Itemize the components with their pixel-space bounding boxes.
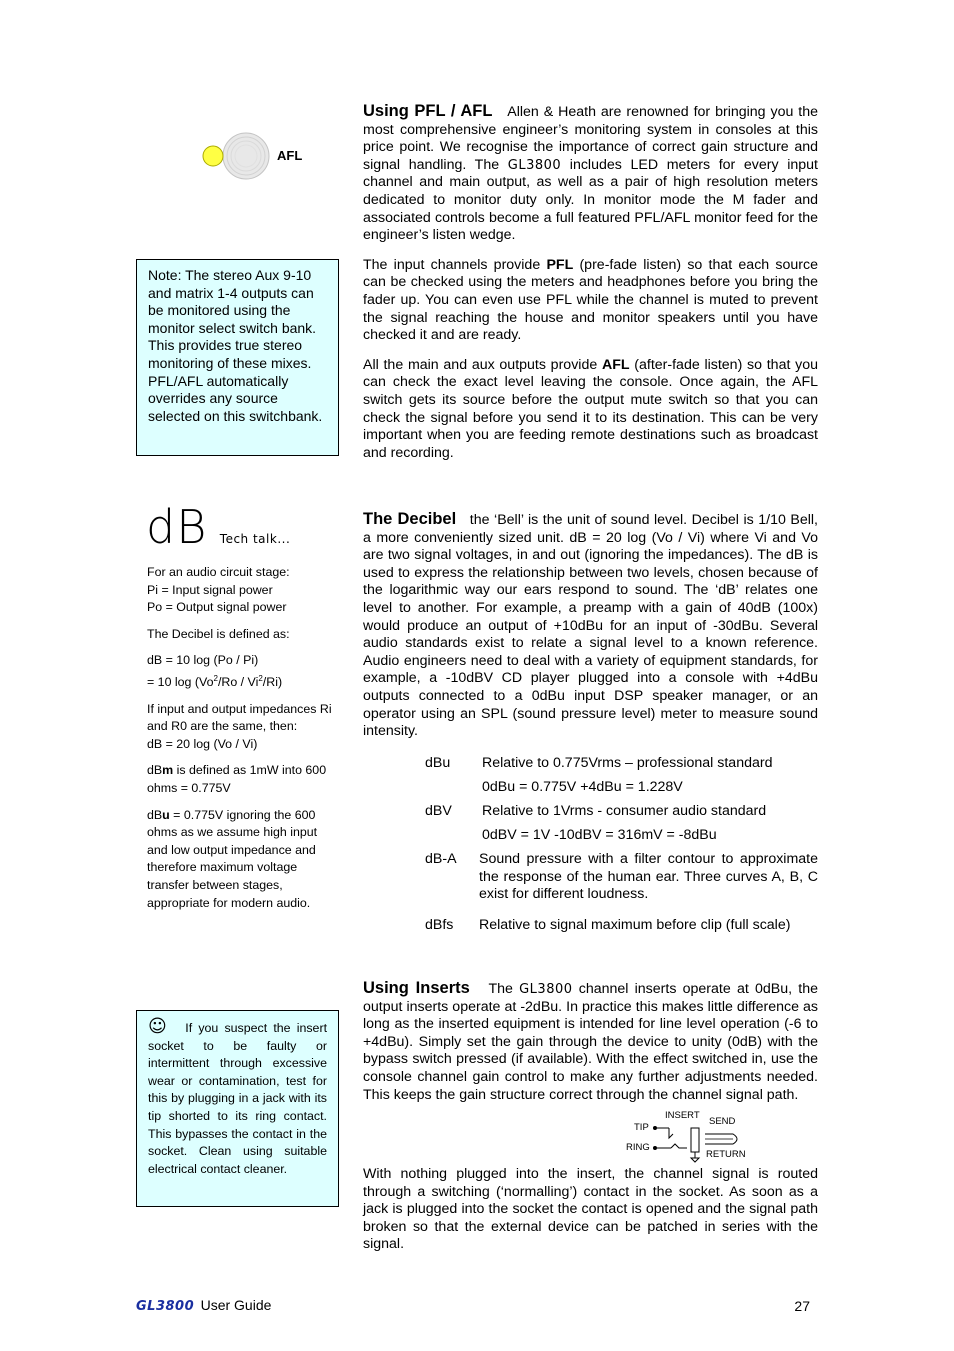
pfl-afl-section [363, 103, 818, 462]
afl-paragraph-a: All the main and aux outputs provide [363, 356, 602, 373]
diagram-label-ring: RING [626, 1142, 650, 1153]
afl-label: AFL [277, 148, 303, 163]
afl-switch-icon [200, 132, 280, 182]
table-row: 0dBu = 0.775V +4dBu = 1.228V [482, 779, 683, 795]
tech-talk-text [147, 564, 335, 912]
pfl-bold: PFL [546, 256, 574, 273]
note-aux-box [136, 259, 339, 456]
tech-line: For an audio circuit stage: [147, 565, 290, 579]
note-aux-text: Note: The stereo Aux 9-10 and matrix 1-4 outputs can be monitored using the monitor select switch bank. This provides true stereo monitoring of these mixes. PFL/AFL automatically overrides any source selected on this switchbank. [148, 267, 323, 424]
jack-socket-icon [625, 1110, 755, 1164]
tech-talk-label: Tech talk... [219, 532, 291, 546]
footer-logo: GL3800 [136, 1299, 195, 1314]
insert-jack-diagram [625, 1110, 755, 1164]
decibel-section [363, 511, 818, 741]
table-row: 0dBV = 1V -10dBV = 316mV = -8dBu [482, 827, 717, 843]
footer-guide-label: User Guide [200, 1297, 272, 1313]
afl-paragraph-b: (after-fade listen) so that you can check the exact level leaving the console. Once again, the AFL switch gets its source before the output mute switch so that you can check the signal before you send it to its destination. This can be very important when you are feeding remote destinations such as broadcast and recording. [363, 356, 819, 461]
diagram-label-send: SEND [709, 1116, 736, 1127]
decibel-paragraph: the ‘Bell’ is the unit of sound level. Decibel is 1/10 Bell, a more conveniently sized unit. dB = 20 log (Vo / Vi) where Vi and Vo are two signal voltages, in and out (ignoring the impedances). The dB is used to express the relationship between two levels, chosen because of the logarithmic way our ears respond to sound. The ‘dB’ relates one level to another. For example, a preamp with a gain of 40dB (100x) would produce an output of +10dBu for an input of -30dBu. Several audio standards exist to relate a signal level to a known reference. Audio engineers need to deal with a variety of equipment standards, for example, a -10dBV CD player plugged into a console with +4dBu outputs connected to a 0dBu input DSP speaker manager, or an operator using an SPL (sound pressure level) meter to measure sound intensity. [363, 512, 818, 740]
diagram-label-return: RETURN [706, 1149, 746, 1160]
tech-line: If input and output impedances Ri and R0 are the same, then: [147, 701, 332, 734]
tech-line: Po = Output signal power [147, 600, 287, 615]
product-logo-inline: GL3800 [519, 982, 573, 997]
tech-dbu: dBu = 0.775V ignoring the 600 ohms as we assume high input and low output impedance and therefore maximum voltage transfer between stages, appropriate for modern audio. [147, 807, 318, 910]
table-row: dBfs Relative to signal maximum before clip (full scale) [425, 916, 791, 933]
note-insert-text: If you suspect the insert socket to be faulty or intermittent through excessive wear or contamination, test for this by plugging in a jack with its tip shorted to its ring contact. This bypasses the contact in the socket. Clean using suitable electrical contact cleaner. [148, 1021, 328, 1176]
db-units-table [425, 755, 818, 934]
product-logo-inline: GL3800 [507, 157, 562, 173]
pfl-paragraph-2b: (pre-fade listen) so that each source can be checked using the meters and headphones before you bring the fader up. You can even use PFL while the channel is muted to prevent the signal reaching the house and monitor speakers until you have checked it and are ready. [363, 256, 818, 344]
inserts-paragraph-1: channel inserts operate at 0dBu, the output inserts operate at -2dBu. In practice this makes little difference as long as the inserted equipment is intended for line level operation (-6 to +4dBu). Simply set the gain through the device to unity (0dB) with the bypass switch pressed (if available). With the effect switched in, use the console channel gain control to make any further adjustments needed. This keeps the gain structure correct through the channel signal path. [363, 981, 819, 1103]
tech-formula: dB = 10 log (Po / Pi) [147, 653, 259, 668]
diagram-label-tip: TIP [634, 1122, 649, 1133]
section-heading-inserts: Using Inserts [363, 979, 470, 997]
tech-dbm: dBm is defined as 1mW into 600 ohms = 0.775V [147, 763, 327, 796]
note-insert-box [136, 1010, 339, 1207]
table-row: dBV Relative to 1Vrms - consumer audio standard [425, 803, 767, 819]
tech-talk-title [146, 500, 290, 554]
tech-formula: dB = 20 log (Vo / Vi) [147, 736, 258, 751]
footer [136, 1297, 818, 1317]
section-heading-decibel: The Decibel [363, 510, 457, 528]
pfl-paragraph-2a: The input channels provide [363, 256, 547, 273]
diagram-label-insert: INSERT [665, 1110, 700, 1121]
tech-line: The Decibel is defined as: [147, 626, 290, 641]
pfl-paragraph-1-intro: Allen & Heath are renowned for bringing you the most comprehensive engineer’s monitoring system in consoles at this price point. We recognise the importance of correct gain structure and signal handling. The [363, 104, 819, 173]
tech-formula-2: = 10 log (Vo$^2$/Ro / Vi$^2$/Ri) [147, 673, 283, 690]
tech-line: Pi = Input signal power [147, 582, 273, 597]
inserts-paragraph-2-wrap [363, 1166, 818, 1254]
inserts-section [363, 980, 818, 1104]
table-row: dBu Relative to 0.775Vrms – professional standard [425, 755, 773, 771]
tech-talk-db-large: dB [146, 500, 208, 554]
smiley-icon: ☺ [148, 1016, 167, 1037]
table-row: dB-A Sound pressure with a filter contour to approximate the response of the human ear. Three curves A, B, C exist for different loudness. [425, 851, 818, 903]
page-number: 27 [794, 1298, 810, 1314]
afl-bold: AFL [601, 356, 630, 373]
afl-button-graphic [200, 132, 310, 182]
inserts-text-a: The [488, 981, 520, 997]
section-heading-pfl-afl: Using PFL / AFL [363, 102, 493, 120]
inserts-paragraph-2: With nothing plugged into the insert, the channel signal is routed through a switching (‘normalling’) contact in the socket. As soon as a jack is plugged into the socket the contact is opened and the signal path broken so that the external device can be patched in series with the signal. [363, 1166, 818, 1253]
pfl-paragraph-1-rest: includes LED meters for every input channel and main output, as well as a pair of high resolution meters dedicated to monitor duty only. In monitor mode the M fader and associated controls become a full featured PFL/AFL monitor feed for the engineer’s listen wedge. [363, 156, 818, 244]
